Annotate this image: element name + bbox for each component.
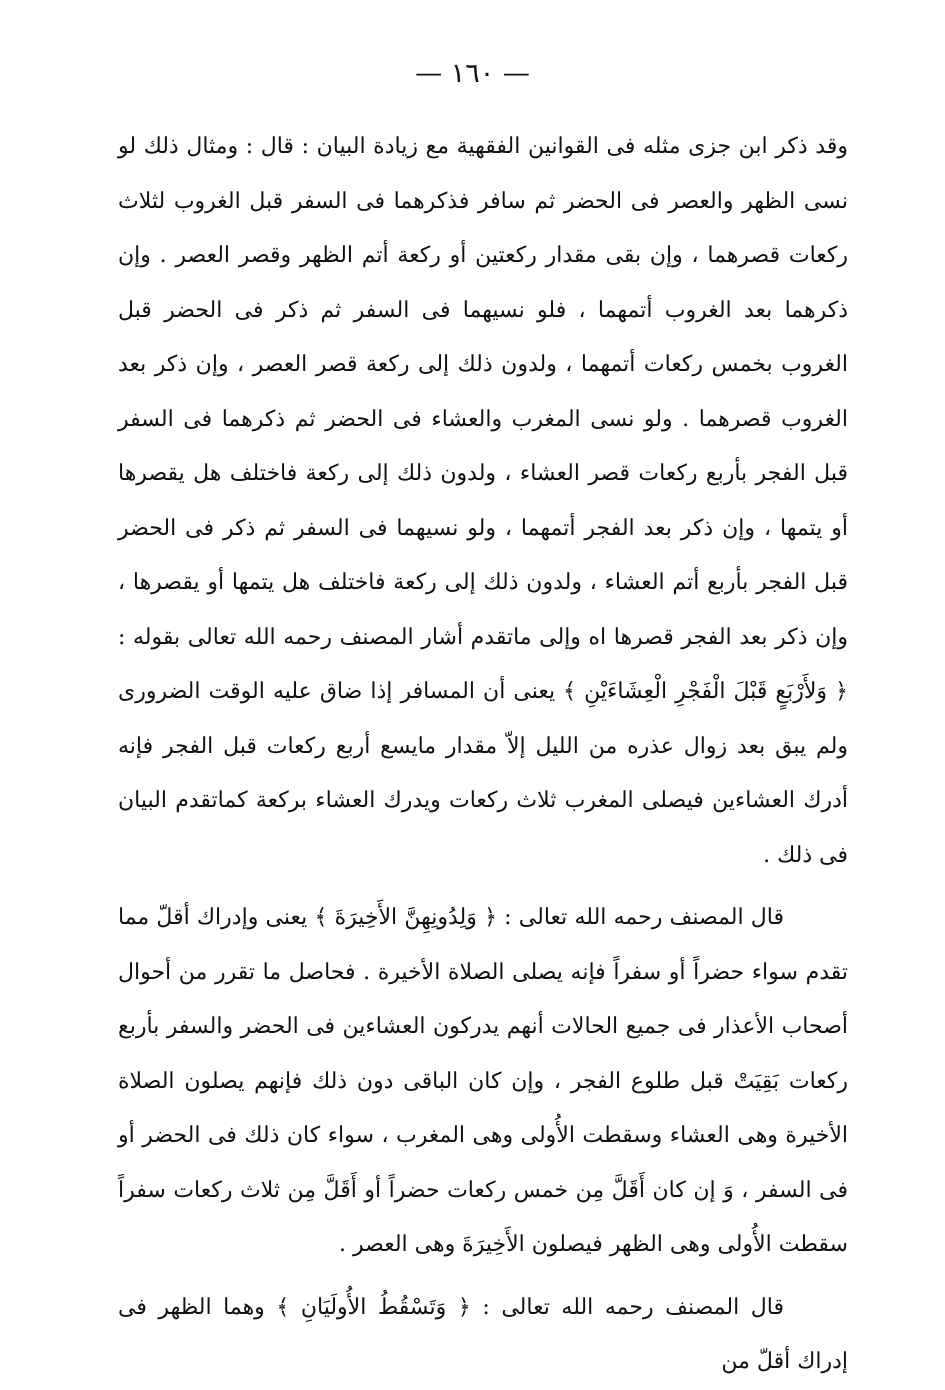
paragraph-1: وقد ذكر ابن جزى مثله فى القوانين الفقهية مع زيادة البيان : قال : ومثال ذلك لو نسى الظهر والعصر فى الحضر ثم سافر فذكرهما فى السفر قبل الغروب لثلاث ركعات قصرهما ، وإن بقى مقدار ركعتين أو ركعة أتم الظهر وقصر العصر . وإن ذكرهما بعد الغروب أتمهما ، فلو نسيهما فى السفر ثم ذكر فى الحضر قبل الغروب بخمس ركعات أتمهما ، ولدون ذلك إلى ركعة قصر العصر ، وإن ذكر بعد الغروب قصرهما . ولو نسى المغرب والعشاء فى الحضر ثم ذكرهما فى السفر قبل الفجر بأربع ركعات قصر العشاء ، ولدون ذلك إلى ركعة فاختلف هل يقصرها أو يتمها ، وإن ذكر بعد الفجر أتمهما ، ولو نسيهما فى السفر ثم ذكر فى الحضر قبل الفجر بأربع أتم العشاء ، ولدون ذلك إلى ركعة فاختلف هل يتمها أو يقصرها ، وإن ذكر بعد الفجر قصرها اه وإلى ماتقدم أشار المصنف رحمه الله تعالى بقوله : ﴿ وَلأَرْبَعٍ قَبْلَ الْفَجْرِ الْعِشَاءَيْنِ ﴾ يعنى أن المسافر إذا ضاق عليه الوقت الضرورى ولم يبق بعد زوال عذره من الليل إلاّ مقدار مايسع أربع ركعات قبل الفجر فإنه أدرك العشاءين فيصلى المغرب ثلاث ركعات ويدرك العشاء بركعة كماتقدم البيان فى ذلك . xyxy=(118,134,848,868)
paragraph-2: قال المصنف رحمه الله تعالى : ﴿ وَلِدُونِهِنَّ الأَخِيرَةَ ﴾ يعنى وإدراك أقلّ مما تقدم سواء حضراً أو سفراً فإنه يصلى الصلاة الأخيرة . فحاصل ما تقرر من أحوال أصحاب الأعذار فى جميع الحالات أنهم يدركون العشاءين فى الحضر والسفر بأربع ركعات بَقِيَتْ قبل طلوع الفجر ، وإن كان الباقى دون ذلك فإنهم يصلون الصلاة الأخيرة وهى العشاء وسقطت الأُولى وهى المغرب ، سواء كان ذلك فى الحضر أو فى السفر ، وَ إن كان أَقَلَّ مِن خمس ركعات حضراً أو أَقَلَّ مِن ثلاث ركعات سفراً سقطت الأُولى وهى الظهر فيصلون الأَخِيرَةَ وهى العصر . xyxy=(118,905,848,1257)
paragraph-3: قال المصنف رحمه الله تعالى : ﴿ وَتَسْقُطُ الأُولَيَانِ ﴾ وهما الظهر فى إدراك أقلّ من xyxy=(118,1294,848,1374)
body-text xyxy=(118,120,848,1390)
page-number: — ١٦٠ — xyxy=(415,58,530,89)
